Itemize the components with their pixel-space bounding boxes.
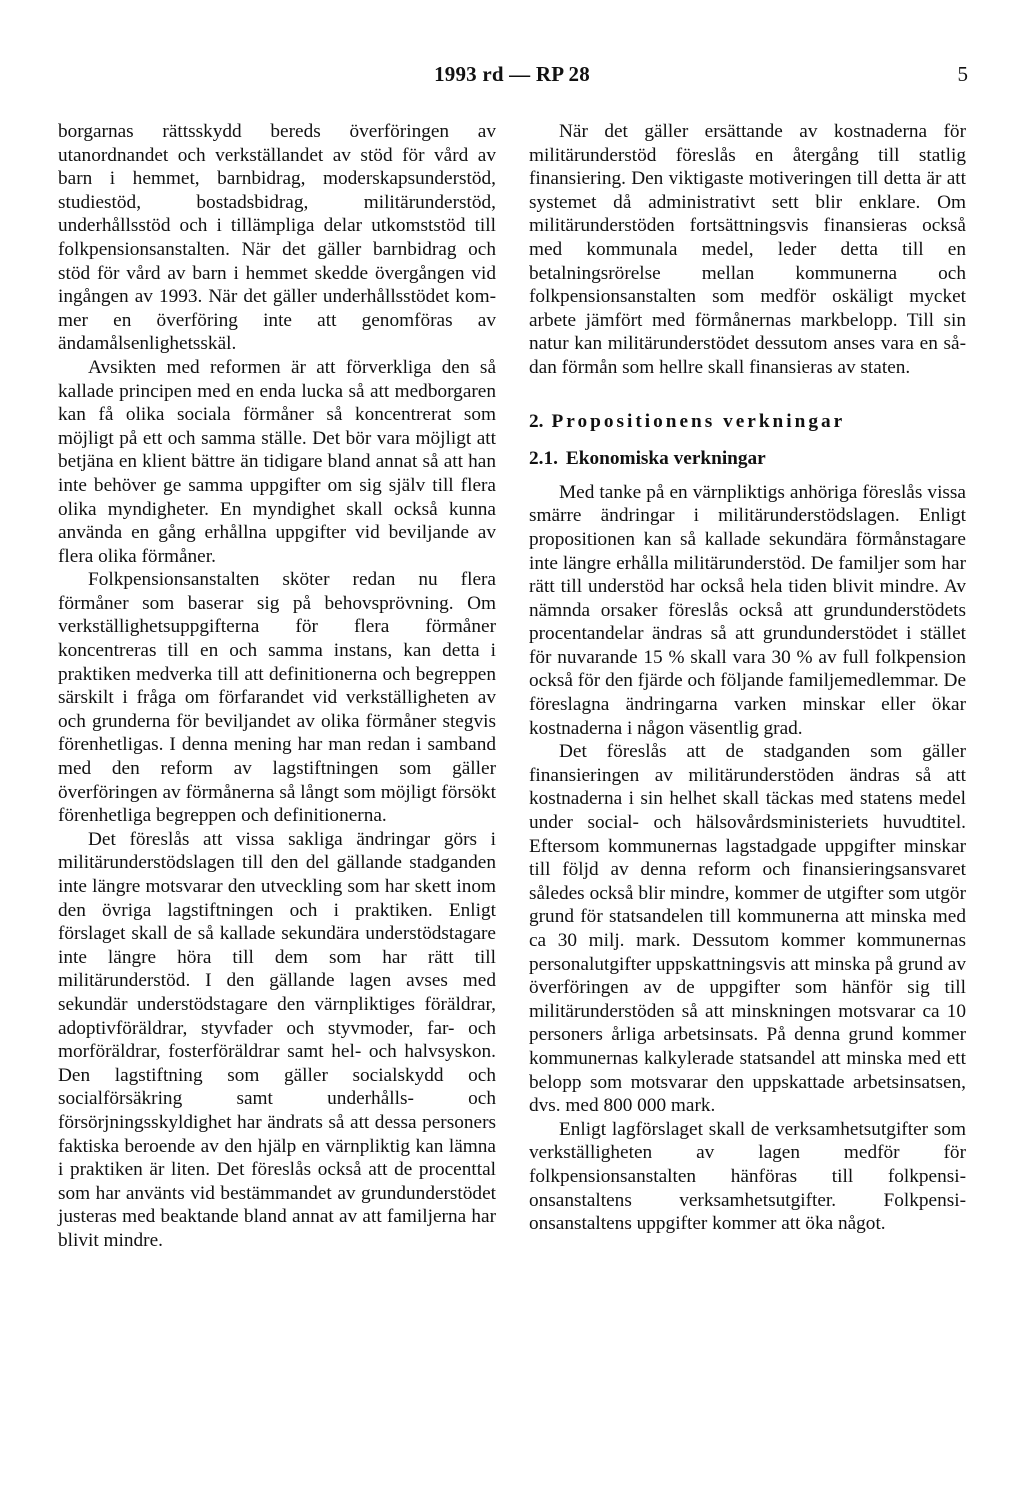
subsection-heading — [529, 447, 966, 471]
left-paragraph-3: Folkpensionsanstalten sköter redan nu flera förmåner som baserar sig på behovsprövning. Om verkställighetsuppgifterna för flera förmåner koncentreras till en och samma instans, kan detta i praktiken medverka till att definitionerna och begreppen särskilt i fråga om förfarandet vid verkställigheten av och grunderna för beviljandet av olika förmåner stegvis förenhetligas. I denna mening har man redan i samband med den reform av lagstiftningen som gäller överföringen av förmånerna så långt som möjligt försökt förenhetliga begreppen och definitionerna. — [58, 569, 496, 827]
left-paragraph-1: borgarnas rättsskydd bereds överföringen av utanordnandet och verkställandet av stöd för vård av barn i hemmet, barnbidrag, moderskapsunderstöd, studiestöd, bostadsbidrag, militärunderstöd, underhållsstöd och i tillämpliga delar utkomststöd till folkpensionsanstalten. När det gäller barnbidrag och stöd för vård av barn i hemmet skedde övergången vid ingången av 1993. När det gäller underhållsstödet kommer en överföring inte att genomföras av ändamålsenlighetsskäl. — [58, 121, 496, 355]
page-number: 5 — [957, 62, 968, 86]
section-heading — [529, 410, 966, 434]
running-header: 1993 rd — RP 28 — [434, 62, 590, 86]
right-paragraph-3: Enligt lagförslaget skall de verksamhetsutgifter som verkställigheten av lagen medför för folkpensionsanstalten hänföras till folkpensionsanstaltens verksamhetsutgifter. Folkpensionsanstaltens uppgifter kommer att öka något. — [529, 1118, 966, 1235]
section-number: 2. — [529, 410, 544, 432]
left-paragraph-4: Det föreslås att vissa sakliga ändringar görs i militärunderstödslagen till den del gällande stadganden inte längre motsvarar den utveckling som har skett inom den övriga lagstiftningen och i praktiken. Enligt förslaget skall de så kallade sekundära understödstagare inte längre höra till dem som har rätt till militärunderstöd. I den gällande lagen avses med sekundär understödstagare den värnpliktiges föräldrar, adoptivföräldrar, styvfader och styvmoder, far- och morföräldrar, fosterföräldrar samt hel- och halvsyskon. Den lagstiftning som gäller socialskydd och socialförsäkring samt underhålls- och försörjningsskyldighet har ändrats så att dessa personers faktiska beroende av den hjälp en värnpliktig kan lämna i praktiken är liten. Det föreslås också att de procenttal som har använts vid bestämmandet av grundunderstödet justeras med beaktande bland annat av att familjerna har blivit mindre. — [58, 828, 496, 1251]
right-intro-paragraph: När det gäller ersättande av kostnaderna för militärunderstöd föreslås en återgång till statlig finansiering. Den viktigaste motiveringen till detta är att systemet då administrativt sett blir enklare. Om militärunderstöden fortsättningsvis finansieras också med kommunala medel, leder detta till en betalningsrörelse mellan kommunerna och folkpensionsanstalten som medför oskäligt mycket arbete jämfört med förmånernas markbelopp. Till sin natur kan militärunderstödet dessutom anses vara en sådan förmån som hellre skall finansieras av staten. — [529, 121, 966, 378]
right-column — [529, 120, 966, 1236]
left-paragraph-2: Avsikten med reformen är att förverkliga den så kallade principen med en enda lucka så att medborgaren kan få olika sociala förmåner så koncentrerat som möjligt på ett och samma ställe. Det bör vara möjligt att betjäna en klient bättre än tidigare bland annat så att han inte behöver ge samma uppgifter om sig själv till flera olika myndigheter. En myndighet skall också kunna använda en gång erhållna uppgifter vid beviljande av flera olika förmåner. — [58, 356, 496, 567]
right-paragraph-2: Det föreslås att de stadganden som gäller finansieringen av militärunderstöden ändras så att kostnaderna i sin helhet skall täckas med statens medel under social- och hälsovårdsministeriets huvudtitel. Eftersom kommunernas lagstadgade uppgifter minskar till följd av denna reform och finansieringsansvaret således också blir mindre, kommer de utgifter som utgör grund för statsandelen till kommunerna att minska med ca 30 milj. mark. Dessutom kommer kommunernas personalutgifter uppskattningsvis att minska på grund av överföringen av de uppgifter som hänför sig till militärunderstöden så att minskningen motsvarar ca 10 personers årliga arbetsinsats. På denna grund kommer kommunernas kalkylerade statsandel att minska med ett belopp som motsvarar den uppskattade arbetsinsatsen, dvs. med 800 000 mark. — [529, 741, 966, 1117]
subsection-number: 2.1. — [529, 448, 558, 470]
subsection-title: Ekonomiska verkningar — [565, 448, 766, 470]
right-paragraph-1: Med tanke på en värnpliktigs anhöriga föreslås vissa smärre ändringar i militärunderstödslagen. Enligt propositionen kan så kallade sekundära förmånstagare inte längre erhålla militärunderstöd. De familjer som har rätt till understöd har också hela tiden blivit mindre. Av nämnda orsaker föreslås också att grundunderstödets procentandelar ändras så att grundunderstödet i stället för nuvarande 15 % skall vara 30 % av full folkpension också för den fjärde och följande familjemedlemmar. De föreslagna ändringarna varken minskar eller ökar kostnaderna i någon väsentlig grad. — [529, 481, 966, 739]
left-column — [58, 120, 496, 1253]
section-title: Propositionens verkningar — [551, 410, 846, 432]
